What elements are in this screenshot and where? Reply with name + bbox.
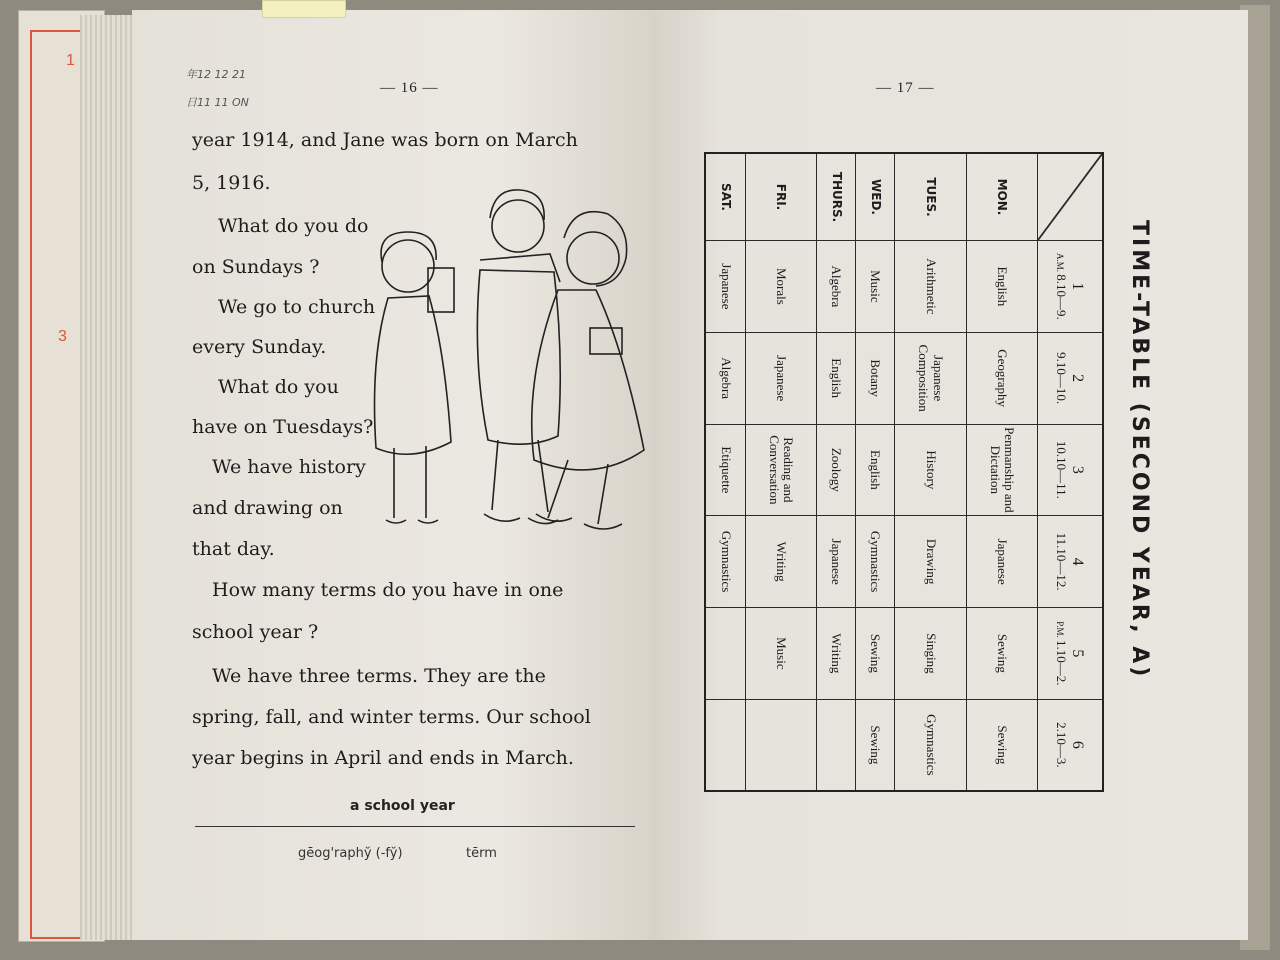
period-number: 3	[1068, 465, 1086, 474]
period-number: 5	[1068, 649, 1086, 658]
period-time: 10.10—11.	[1054, 440, 1070, 499]
period-time: 11.10—12.	[1054, 532, 1070, 591]
subject-cell: Japanese	[966, 516, 1037, 608]
page-number-left: — 16 —	[380, 80, 439, 96]
text-line: on Sundays ?	[192, 256, 320, 278]
period-time: 9.10—10.	[1054, 352, 1070, 405]
subject-cell: Arithmetic	[895, 241, 966, 333]
subject-cell: Sewing	[856, 608, 895, 700]
subject-cell	[705, 608, 745, 700]
text-line: We have history	[212, 456, 366, 478]
footnote-rule	[195, 826, 635, 827]
subject-cell: Singing	[895, 608, 966, 700]
period-header-6	[1038, 699, 1104, 791]
day-label: WED.	[856, 153, 895, 241]
timetable-row	[817, 153, 856, 791]
period-header-4	[1038, 516, 1104, 608]
period-number: 2	[1068, 374, 1086, 383]
handwritten-note: 日11 11 ON	[186, 96, 249, 109]
text-line: year 1914, and Jane was born on March	[192, 129, 578, 151]
text-line: school year ?	[192, 621, 319, 643]
subject-cell: Sewing	[966, 608, 1037, 700]
timetable-row	[895, 153, 966, 791]
period-time: P.M. 1.10—2.	[1054, 621, 1070, 686]
period-header-3	[1038, 424, 1104, 516]
timetable-title: TIME-TABLE (SECOND YEAR, A)	[1127, 220, 1152, 680]
subject-cell: History	[895, 424, 966, 516]
text-line: spring, fall, and winter terms. Our school	[192, 706, 591, 728]
subject-cell	[745, 699, 816, 791]
text-line: We have three terms. They are the	[212, 665, 546, 687]
pronunciation-word: gēog'raphy̆ (-fy̆)	[298, 846, 403, 861]
subject-cell: English	[817, 332, 856, 424]
subject-cell: Gymnastics	[856, 516, 895, 608]
am-pm-label: P.M.	[1055, 621, 1066, 640]
subject-cell: Japanese	[745, 332, 816, 424]
text-line: What do you do	[218, 215, 369, 237]
subject-cell: Etiquette	[705, 424, 745, 516]
page-number-right: — 17 —	[876, 80, 935, 96]
subject-cell: Botany	[856, 332, 895, 424]
subject-cell: Reading and Conversation	[745, 424, 816, 516]
day-label: MON.	[966, 153, 1037, 241]
text-line: What do you	[218, 376, 339, 398]
period-number: 6	[1068, 740, 1086, 749]
period-header-2	[1038, 332, 1104, 424]
text-line: every Sunday.	[192, 336, 327, 358]
timetable-row	[705, 153, 745, 791]
day-label: THURS.	[817, 153, 856, 241]
period-header-5	[1038, 608, 1104, 700]
period-header-row	[1038, 153, 1104, 791]
period-time: 2.10—3.	[1054, 722, 1070, 768]
subject-cell: Japanese	[705, 241, 745, 333]
subject-cell: Algebra	[817, 241, 856, 333]
am-pm-label: A.M.	[1055, 252, 1066, 275]
subject-cell: Algebra	[705, 332, 745, 424]
pronunciation-word: tērm	[466, 846, 497, 861]
day-label: SAT.	[705, 153, 745, 241]
subject-cell: English	[966, 241, 1037, 333]
subject-cell: Geography	[966, 332, 1037, 424]
subject-cell: Gymnastics	[895, 699, 966, 791]
subject-cell: Penmanship and Dictation	[966, 424, 1037, 516]
day-label: FRI.	[745, 153, 816, 241]
timetable-row	[745, 153, 816, 791]
cover-number: 3	[58, 328, 67, 345]
cover-number: 1	[66, 52, 75, 69]
subject-cell: Morals	[745, 241, 816, 333]
period-number: 1	[1068, 282, 1086, 291]
timetable	[704, 152, 1104, 792]
subject-cell: Writing	[817, 608, 856, 700]
sticky-note	[262, 0, 346, 18]
subject-cell: Zoology	[817, 424, 856, 516]
subject-cell: Music	[745, 608, 816, 700]
handwritten-note: 年12 12 21	[186, 68, 246, 81]
text-line: We go to church	[218, 296, 376, 318]
text-line: How many terms do you have in one	[212, 579, 564, 601]
subject-cell: Japanese	[817, 516, 856, 608]
day-label: TUES.	[895, 153, 966, 241]
subject-cell: Gymnastics	[705, 516, 745, 608]
period-time: A.M. 8.10—9.	[1054, 252, 1070, 320]
text-line: year begins in April and ends in March.	[192, 747, 574, 769]
text-line: that day.	[192, 538, 275, 560]
timetable-row	[966, 153, 1037, 791]
subject-cell: Sewing	[856, 699, 895, 791]
subject-cell	[817, 699, 856, 791]
timetable-grid	[704, 152, 1104, 792]
subject-cell: Japanese Composition	[895, 332, 966, 424]
text-line: and drawing on	[192, 497, 343, 519]
cover-red-border	[30, 30, 83, 939]
period-header-1	[1038, 241, 1104, 333]
subject-cell	[705, 699, 745, 791]
text-line: have on Tuesdays?	[192, 416, 374, 438]
subject-cell: Drawing	[895, 516, 966, 608]
timetable-row	[856, 153, 895, 791]
timetable-corner-cell	[1038, 153, 1104, 241]
page-stack	[80, 15, 135, 940]
children-illustration	[368, 178, 658, 558]
subject-cell: Sewing	[966, 699, 1037, 791]
subject-cell: Writing	[745, 516, 816, 608]
period-number: 4	[1068, 557, 1086, 566]
text-line: 5, 1916.	[192, 172, 271, 194]
subject-cell: Music	[856, 241, 895, 333]
subject-cell: English	[856, 424, 895, 516]
footnote-phrase: a school year	[350, 798, 455, 814]
